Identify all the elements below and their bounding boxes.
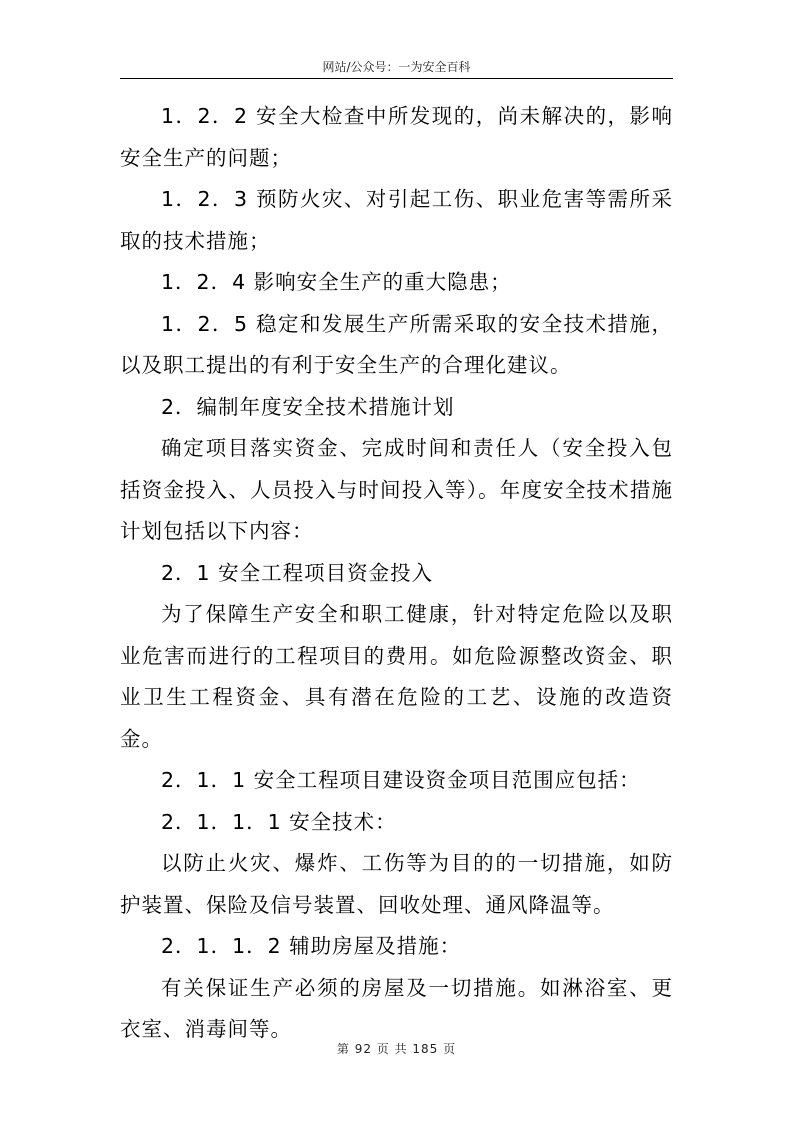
paragraph-section-2-1: 为了保障生产安全和职工健康，针对特定危险以及职业危害而进行的工程项目的费用。如危险源整改资金、职业卫生工程资金、具有潜在危险的工艺、设施的改造资金。 bbox=[120, 602, 673, 751]
document-body bbox=[120, 96, 673, 1051]
paragraph-1-2-2: 1．2．2 安全大检查中所发现的，尚未解决的，影响安全生产的问题； bbox=[120, 104, 673, 170]
paragraph-section-2-1-1-2: 有关保证生产必须的房屋及一切措施。如淋浴室、更衣室、消毒间等。 bbox=[120, 975, 673, 1041]
section-heading-2-1-1-2: 2．1．1．2 辅助房屋及措施： bbox=[161, 934, 462, 958]
header-divider bbox=[120, 78, 673, 79]
section-heading-2-1: 2．1 安全工程项目资金投入 bbox=[161, 560, 434, 585]
paragraph-1-2-5: 1．2．5 稳定和发展生产所需采取的安全技术措施，以及职工提出的有利于安全生产的合理化建议。 bbox=[120, 311, 673, 377]
section-heading-2: 2．编制年度安全技术措施计划 bbox=[161, 394, 455, 419]
paragraph-section-2-1-1-1: 以防止火灾、爆炸、工伤等为目的的一切措施，如防护装置、保险及信号装置、回收处理、通风降温等。 bbox=[120, 851, 673, 917]
page-number: 第 92 页 共 185 页 bbox=[336, 1042, 457, 1056]
section-heading-2-1-1: 2．1．1 安全工程项目建设资金项目范围应包括： bbox=[161, 768, 641, 792]
section-heading-2-1-1-1: 2．1．1．1 安全技术： bbox=[161, 809, 397, 834]
page-header: 网站/公众号：一为安全百科 bbox=[322, 60, 471, 74]
paragraph-section-2-intro: 确定项目落实资金、完成时间和责任人（安全投入包括资金投入、人员投入与时间投入等）。年度安全技术措施计划包括以下内容： bbox=[120, 436, 673, 543]
paragraph-1-2-4: 1．2．4 影响安全生产的重大隐患； bbox=[161, 270, 512, 294]
paragraph-1-2-3: 1．2．3 预防火灾、对引起工伤、职业危害等需所采取的技术措施； bbox=[120, 187, 673, 253]
